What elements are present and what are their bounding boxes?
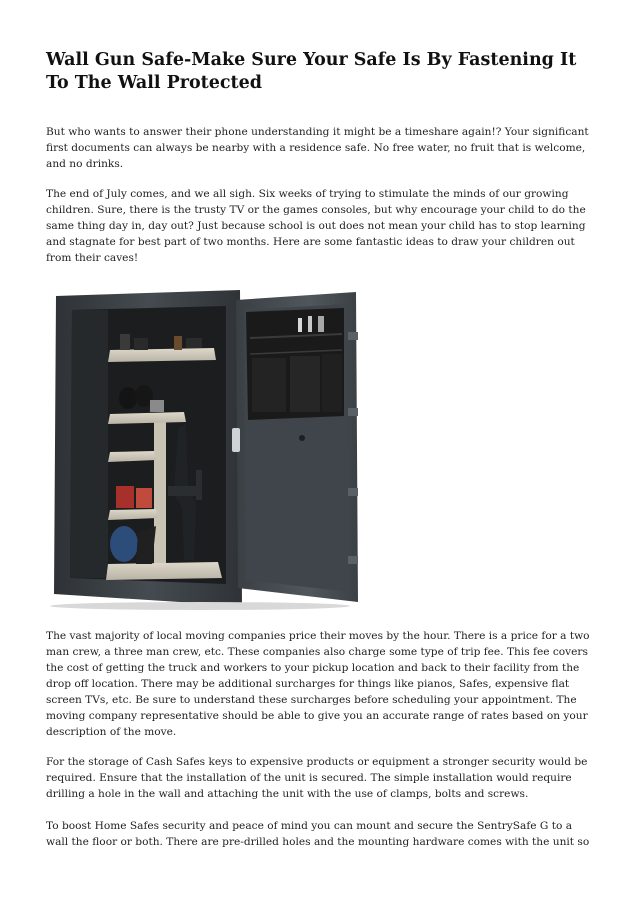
shelf-middle: [108, 412, 186, 424]
paragraph: For the storage of Cash Safes keys to expensive products or equipment a stronger security would be required. Ensure that the installation of the unit is secured. The simple installation would require drilling a hole in the wall and attaching the unit with the use of clamps, bolts and screws.: [46, 756, 588, 800]
gun-safe-image: [50, 288, 366, 612]
shelf-top: [108, 348, 216, 362]
shelf-floor: [106, 562, 222, 580]
paragraph: To boost Home Safes security and peace of mind you can mount and secure the SentrySafe G to a wall the floor or both. There are pre-drilled holes and the mounting hardware comes with the unit so: [46, 820, 590, 848]
page-title: Wall Gun Safe-Make Sure Your Safe Is By Fastening It To The Wall Protected: [46, 50, 577, 93]
paragraph: But who wants to answer their phone understanding it might be a timeshare again!? Your significant first documents can always be nearby with a residence safe. No free water, no fruit that is welcome, and no drinks.: [46, 126, 589, 170]
paragraph: The vast majority of local moving companies price their moves by the hour. There is a price for a two man crew, a three man crew, etc. These companies also charge some type of trip fee. This fee covers the cost of getting the truck and workers to your pickup location and back to their facility from the drop off location. There may be additional surcharges for things like pianos, Safes, expensive flat screen TVs, etc. Be sure to understand these surcharges before scheduling your appointment. The moving company representative should be able to give you an accurate range of rates based on your description of the move.: [46, 630, 590, 738]
gun-safe-illustration: [50, 288, 366, 612]
door-handle: [232, 428, 240, 452]
paragraph: The end of July comes, and we all sigh. Six weeks of trying to stimulate the minds of our growing children. Sure, there is the trusty TV or the games consoles, but why encourage your child to do the same thing day in, day out? Just because school is out does not mean your child has to stop learning and stagnate for best part of two months. Here are some fantastic ideas to draw your children out from their caves!: [46, 188, 586, 264]
